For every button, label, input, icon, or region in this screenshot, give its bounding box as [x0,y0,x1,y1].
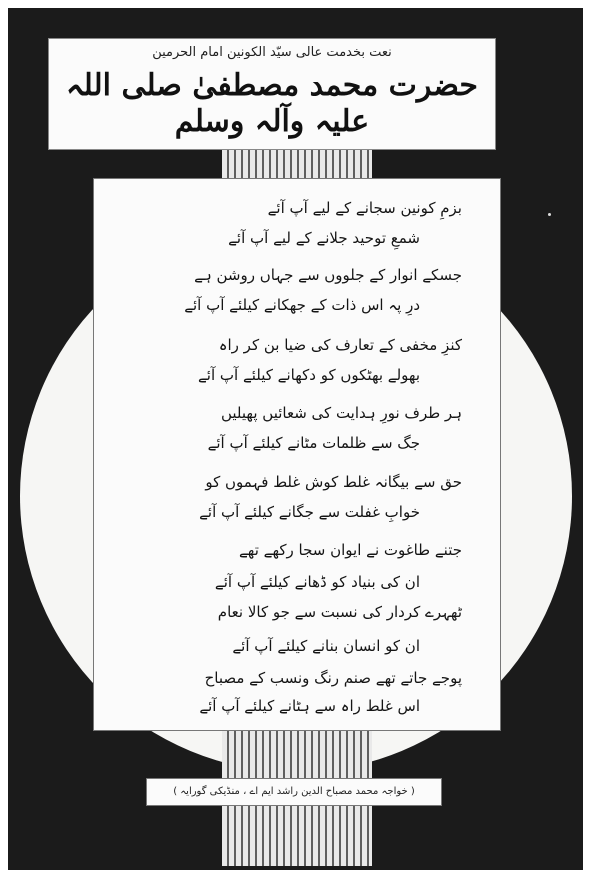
poem-line: ان کی بنیاد کو ڈھانے کیلئے آپ آئے [214,573,420,591]
poem-line: جسکے انوار کے جلووں سے جہاں روشن ہے [194,266,462,284]
print-speck [548,213,551,216]
poem-panel [93,178,501,731]
poem-line: پوجے جاتے تھے صنم رنگ ونسب کے مصباح [204,669,462,687]
poem-line: ٹھہرے کردار کی نسبت سے جو کالا نعام [217,603,462,621]
title-panel [48,38,496,150]
poem-line: ہر طرف نورِ ہدایت کی شعائیں پھیلیں [220,404,462,422]
poem-line: خوابِ غفلت سے جگانے کیلئے آپ آئے [199,503,420,521]
poem-line: ان کو انسان بنانے کیلئے آپ آئے [232,637,420,655]
poem-line: بزمِ کونین سجانے کے لیے آپ آئے [267,199,462,217]
poem-line: شمعِ توحید جلانے کے لیے آپ آئے [228,229,420,247]
poem-line: درِ پہ اس ذات کے جھکانے کیلئے آپ آئے [184,296,420,314]
poem-line: جگ سے ظلمات مٹانے کیلئے آپ آئے [207,434,420,452]
header-subtitle: نعت بخدمت عالی سیّد الکونین امام الحرمین [152,45,392,60]
poem-line: بھولے بھٹکوں کو دکھانے کیلئے آپ آئے [198,366,420,384]
author-credit: ( خواجہ محمد مصباح الدین راشد ایم اے ، منڈیکی گورایہ ) [146,778,442,806]
header-title: حضرت محمد مصطفیٰ صلی اللہ علیہ وآلہ وسلم [66,68,478,139]
poem-line: حق سے بیگانہ غلط کوش غلط فہموں کو [205,473,462,491]
poem-line: کنزِ مخفی کے تعارف کی ضیا بن کر راہ [218,336,462,354]
poem-line: اس غلط راہ سے ہٹانے کیلئے آپ آئے [199,697,420,715]
poster-page [8,8,583,870]
poem-line: جتنے طاغوت نے ایوان سجا رکھے تھے [239,541,462,559]
